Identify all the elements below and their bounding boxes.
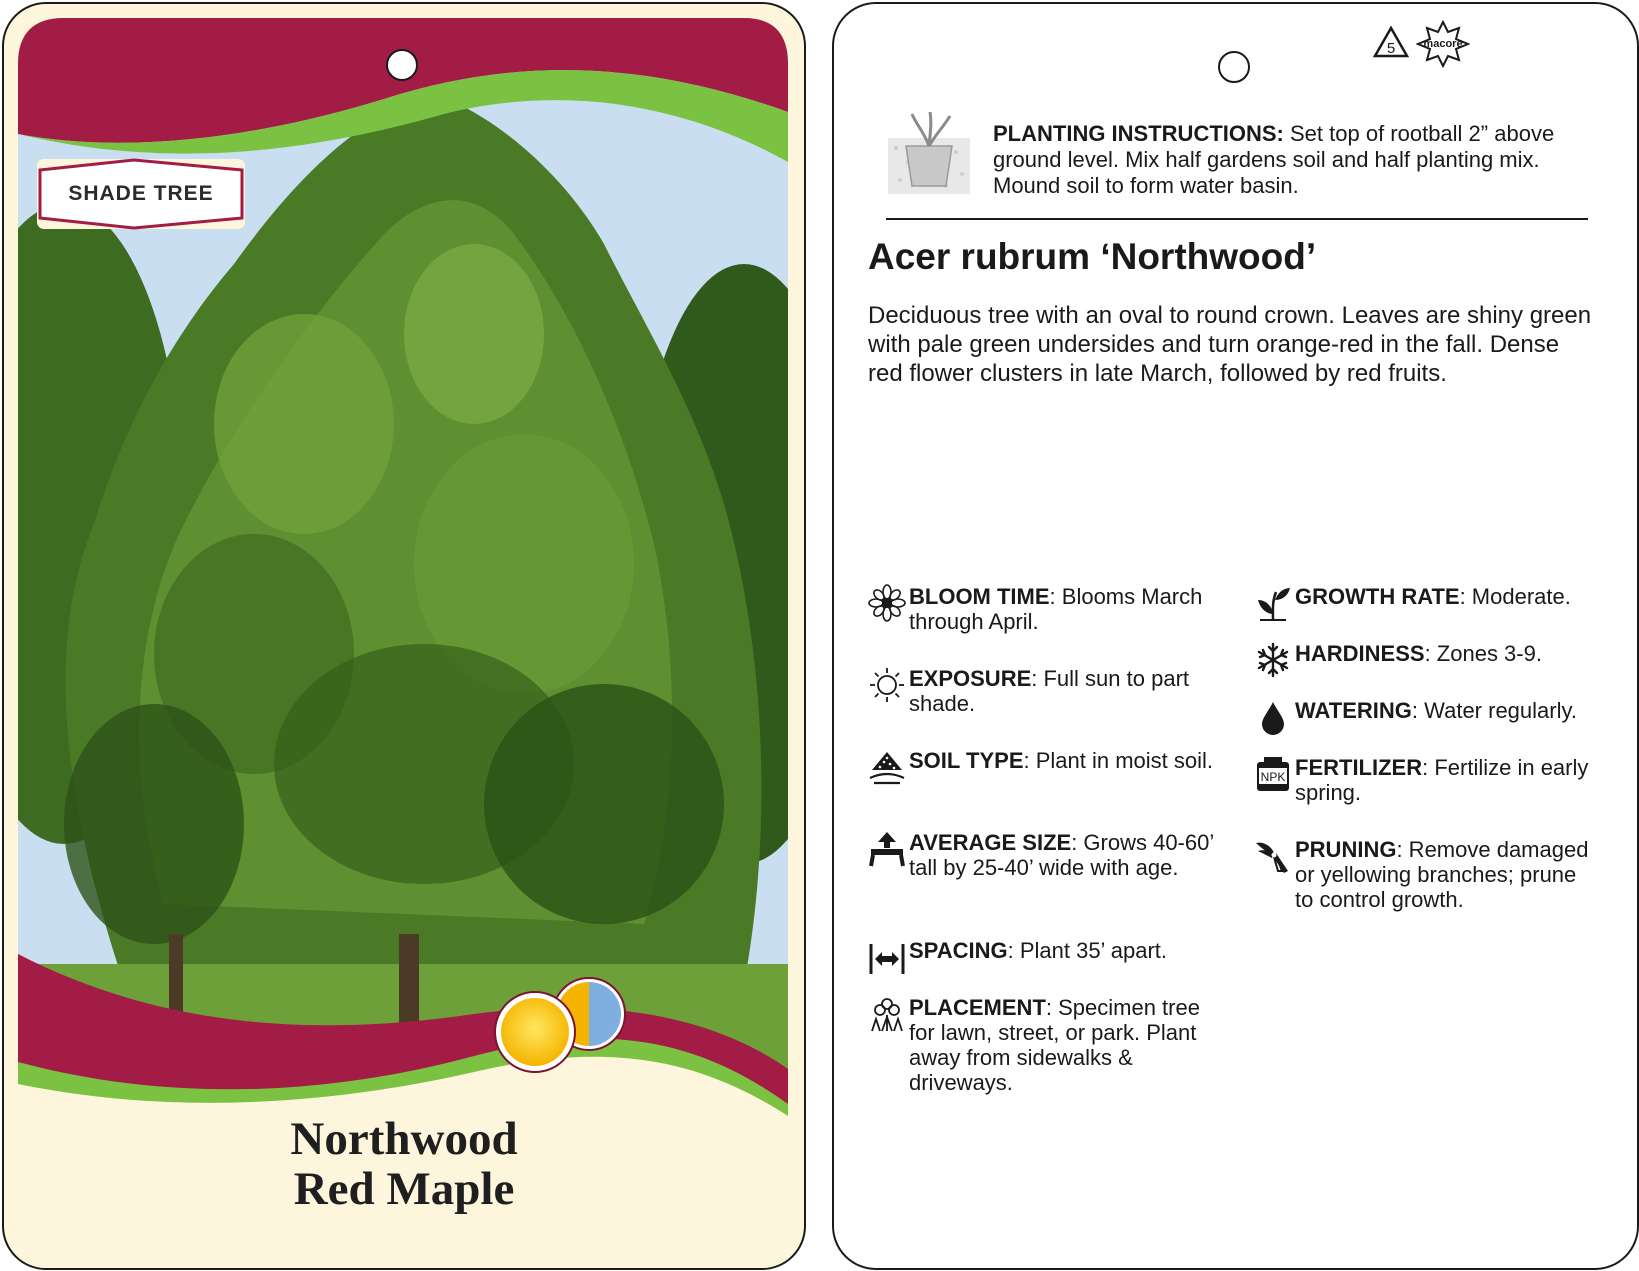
flower-icon	[868, 584, 906, 622]
placement-icon	[868, 995, 906, 1033]
recycle-icon	[1371, 24, 1411, 64]
size-icon	[868, 830, 906, 868]
botanical-name: Acer rubrum ‘Northwood’	[868, 236, 1317, 277]
growth-icon	[1254, 584, 1292, 622]
category-label: SHADE TREE	[68, 182, 214, 205]
attr-hardiness: HARDINESS: Zones 3-9.	[1254, 641, 1599, 679]
svg-text:macore: macore	[1423, 38, 1463, 50]
planting-instructions	[886, 104, 1586, 204]
back-tag	[832, 2, 1639, 1270]
full-sun-icon	[495, 992, 575, 1072]
attr-soil-type: SOIL TYPE: Plant in moist soil.	[868, 748, 1218, 786]
svg-text:5: 5	[1386, 40, 1396, 57]
macore-logo	[1416, 20, 1470, 68]
attr-fertilizer: NPK FERTILIZER: Fertilize in early spring.	[1254, 755, 1599, 805]
planting-label: PLANTING INSTRUCTIONS:	[993, 121, 1284, 146]
spacing-icon	[868, 938, 906, 976]
attr-exposure: EXPOSURE: Full sun to part shade.	[868, 666, 1218, 716]
pruners-icon	[1254, 837, 1292, 875]
attr-growth-rate: GROWTH RATE: Moderate.	[1254, 584, 1599, 622]
water-drop-icon	[1254, 698, 1292, 736]
hang-hole	[1218, 51, 1250, 83]
planting-text: Set top of rootball 2” above ground level. Mix half gardens soil and half planting mix. Mound soil to form water basin.	[993, 121, 1555, 198]
attr-pruning: PRUNING: Remove damaged or yellowing branches; prune to control growth.	[1254, 837, 1599, 912]
plant-description: Deciduous tree with an oval to round crown. Leaves are shiny green with pale green undersides and turn orange-red in the fall. Dense red flower clusters in late March, followed by red fruits.	[868, 302, 1592, 387]
common-name-line1: Northwood	[290, 1113, 518, 1165]
fertilizer-icon	[1254, 755, 1292, 793]
common-name-line2: Red Maple	[293, 1163, 515, 1215]
category-badge	[34, 156, 248, 232]
attr-placement: PLACEMENT: Specimen tree for lawn, street, or park. Plant away from sidewalks & driveways.	[868, 995, 1218, 1095]
soil-icon	[868, 748, 906, 786]
divider	[886, 218, 1588, 220]
attr-average-size: AVERAGE SIZE: Grows 40-60’ tall by 25-40’ wide with age.	[868, 830, 1218, 880]
attr-bloom-time: BLOOM TIME: Blooms March through April.	[868, 584, 1218, 634]
snowflake-icon	[1254, 641, 1292, 679]
svg-text:NPK: NPK	[1260, 770, 1286, 784]
attr-spacing: SPACING: Plant 35’ apart.	[868, 938, 1218, 976]
sun-icon	[868, 666, 906, 704]
front-tag	[2, 2, 806, 1270]
potted-plant-icon	[886, 108, 972, 198]
attr-watering: WATERING: Water regularly.	[1254, 698, 1599, 736]
